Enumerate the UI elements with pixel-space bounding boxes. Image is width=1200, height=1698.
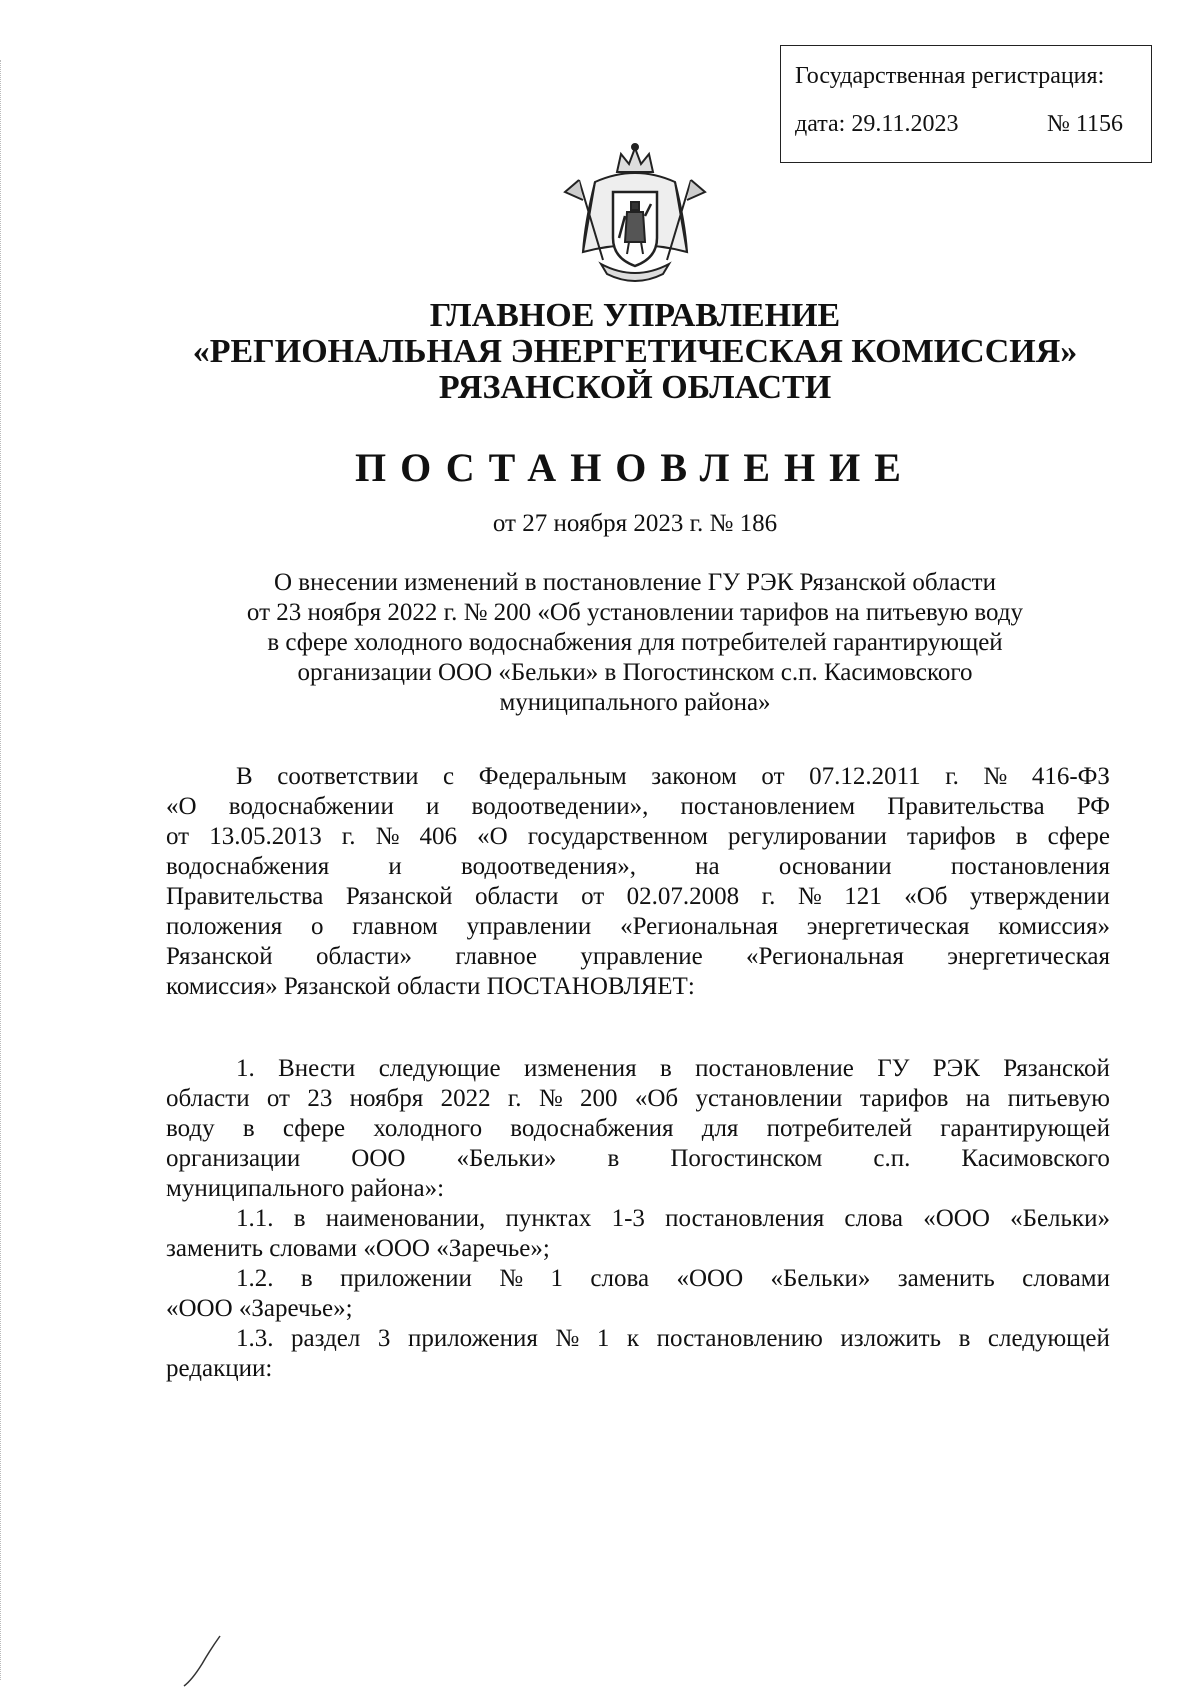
word: постановления <box>950 853 1110 880</box>
word: области <box>166 1085 250 1112</box>
resolution-items <box>166 1054 1110 1384</box>
word: управление <box>580 943 703 970</box>
word: Рязанской <box>1003 1055 1110 1082</box>
organization-name <box>0 298 1200 406</box>
word: «ООО <box>923 1205 990 1232</box>
word: № <box>499 1265 524 1292</box>
word: о <box>310 913 324 940</box>
word: установлении <box>695 1085 843 1112</box>
word: г. <box>761 883 776 910</box>
word: сфере <box>282 1115 346 1142</box>
word: пунктах <box>505 1205 592 1232</box>
word: 416-ФЗ <box>1031 763 1110 790</box>
word: области» <box>315 943 413 970</box>
word: 23 <box>307 1085 333 1112</box>
word: РФ <box>1076 793 1110 820</box>
word: в <box>300 1265 313 1292</box>
word: ноября <box>349 1085 424 1112</box>
text-line <box>166 792 1110 822</box>
word: 1.3. <box>236 1325 274 1352</box>
registration-title: Государственная регистрация: <box>795 63 1105 89</box>
word: с.п. <box>873 1145 911 1172</box>
word: словами <box>1022 1265 1110 1292</box>
item-line <box>166 1264 1110 1294</box>
word: изменения <box>524 1055 637 1082</box>
word: «ООО <box>676 1265 744 1292</box>
document-date: от 27 ноября 2023 г. № 186 <box>492 510 778 537</box>
word: «О <box>166 793 197 820</box>
organization-line: ГЛАВНОЕ УПРАВЛЕНИЕ <box>429 297 841 334</box>
word: Погостинском <box>670 1145 823 1172</box>
word: 3 <box>377 1325 391 1352</box>
word: водоотведении», <box>471 793 649 820</box>
word: от <box>266 1085 290 1112</box>
word: слова <box>590 1265 650 1292</box>
word: потребителей <box>766 1115 913 1142</box>
item-line: редакции: <box>166 1355 273 1382</box>
text-line: комиссия» Рязанской области ПОСТАНОВЛЯЕТ: <box>166 973 695 1000</box>
document-subject <box>150 568 1120 718</box>
word: изложить <box>840 1325 942 1352</box>
word: и <box>425 793 440 820</box>
word: главном <box>352 913 438 940</box>
text-line <box>166 942 1110 972</box>
word: от <box>581 883 605 910</box>
word: Рязанской <box>345 883 453 910</box>
word: г. <box>507 1085 522 1112</box>
word: раздел <box>291 1325 361 1352</box>
word: В <box>236 763 253 790</box>
word: приложении <box>340 1265 472 1292</box>
word: № <box>797 883 822 910</box>
word: 1.2. <box>236 1265 274 1292</box>
word: питьевую <box>1007 1085 1110 1112</box>
word: постановления <box>665 1205 825 1232</box>
word: водоснабжения <box>510 1115 674 1142</box>
word: от <box>761 763 785 790</box>
word: соответствии <box>277 763 419 790</box>
word: ГУ <box>877 1055 910 1082</box>
item-line <box>166 1084 1110 1114</box>
word: Касимовского <box>961 1145 1110 1172</box>
item-line <box>166 1324 1110 1354</box>
item-line <box>166 1114 1110 1144</box>
word: энергетическая <box>806 913 970 940</box>
word: 1 <box>550 1265 564 1292</box>
text-line <box>166 822 1110 852</box>
text-line <box>166 762 1110 792</box>
organization-line: «РЕГИОНАЛЬНАЯ ЭНЕРГЕТИЧЕСКАЯ КОМИССИЯ» <box>192 333 1078 370</box>
word: «Об <box>634 1085 679 1112</box>
word: «Бельки» <box>1010 1205 1110 1232</box>
registration-stamp <box>780 45 1152 163</box>
word: 121 <box>844 883 882 910</box>
word: основании <box>778 853 892 880</box>
subject-line: в сфере холодного водоснабжения для потребителей гарантирующей <box>267 629 1003 656</box>
subject-line: от 23 ноября 2022 г. № 200 «Об установлении тарифов на питьевую воду <box>246 599 1024 626</box>
word: 2022 <box>440 1085 491 1112</box>
word: в <box>293 1205 306 1232</box>
word: «Региональная <box>620 913 778 940</box>
word: ООО <box>351 1145 406 1172</box>
subject-line: организации ООО «Бельки» в Погостинском с.п. Касимовского <box>297 659 973 686</box>
word: в <box>958 1325 971 1352</box>
word: 406 <box>419 823 458 850</box>
word: г. <box>341 823 356 850</box>
word: гарантирующей <box>940 1115 1110 1142</box>
word: от <box>166 823 190 850</box>
item-line: «ООО «Заречье»; <box>166 1295 353 1322</box>
registration-date: дата: 29.11.2023 <box>795 111 959 137</box>
item-line <box>166 1054 1110 1084</box>
word: следующей <box>987 1325 1110 1352</box>
word: «Бельки» <box>770 1265 871 1292</box>
word: приложения <box>407 1325 538 1352</box>
coat-of-arms-ryazan-icon <box>555 142 715 292</box>
word: 07.12.2011 <box>809 763 921 790</box>
word: положения <box>166 913 283 940</box>
word: слова <box>844 1205 904 1232</box>
word: на <box>695 853 720 880</box>
word: 1 <box>596 1325 610 1352</box>
word: регулировании <box>728 823 887 850</box>
word: на <box>965 1085 991 1112</box>
word: 1-3 <box>611 1205 645 1232</box>
document-type: ПОСТАНОВЛЕНИЕ <box>355 445 915 490</box>
word: в <box>659 1055 672 1082</box>
word: тарифов <box>906 823 996 850</box>
text-line <box>166 912 1110 942</box>
word: 1.1. <box>236 1205 274 1232</box>
word: 02.07.2008 <box>626 883 740 910</box>
word: области <box>474 883 559 910</box>
word: г. <box>945 763 959 790</box>
word: законом <box>651 763 737 790</box>
word: воду <box>166 1115 215 1142</box>
word: водоотведения», <box>461 853 636 880</box>
word: «Региональная <box>746 943 904 970</box>
word: в <box>607 1145 620 1172</box>
word: в <box>242 1115 255 1142</box>
word: комиссия» <box>998 913 1110 940</box>
word: № <box>375 823 400 850</box>
word: энергетическая <box>947 943 1110 970</box>
word: постановлением <box>680 793 856 820</box>
word: № <box>538 1085 563 1112</box>
word: главное <box>455 943 537 970</box>
word: утверждении <box>970 883 1110 910</box>
word: Правительства <box>166 883 324 910</box>
word: для <box>701 1115 739 1142</box>
word: постановлению <box>656 1325 823 1352</box>
item-line <box>166 1144 1110 1174</box>
word: заменить <box>897 1265 995 1292</box>
item-line <box>166 1204 1110 1234</box>
text-line <box>166 882 1110 912</box>
item-line: заменить словами «ООО «Заречье»; <box>166 1235 550 1262</box>
word: следующие <box>378 1055 501 1082</box>
word: с <box>443 763 455 790</box>
word: государственном <box>527 823 708 850</box>
word: сфере <box>1047 823 1110 850</box>
word: организации <box>166 1145 301 1172</box>
preamble-paragraph <box>166 762 1110 1002</box>
word: водоснабжения <box>166 853 330 880</box>
word: № <box>555 1325 580 1352</box>
word: в <box>1015 823 1028 850</box>
word: холодного <box>373 1115 483 1142</box>
word: «Бельки» <box>456 1145 557 1172</box>
word: «О <box>477 823 508 850</box>
word: наименовании, <box>325 1205 486 1232</box>
word: постановление <box>695 1055 854 1082</box>
word: и <box>388 853 402 880</box>
word: «Об <box>904 883 948 910</box>
word: водоснабжении <box>228 793 394 820</box>
word: Внести <box>278 1055 356 1082</box>
word: № <box>983 763 1008 790</box>
item-line: муниципального района»: <box>166 1175 445 1202</box>
subject-line: О внесении изменений в постановление ГУ РЭК Рязанской области <box>274 569 996 596</box>
word: 200 <box>580 1085 618 1112</box>
word: управлении <box>466 913 592 940</box>
registration-details <box>795 112 1151 138</box>
text-line <box>166 852 1110 882</box>
word: Федеральным <box>478 763 627 790</box>
word: Рязанской <box>166 943 273 970</box>
word: к <box>626 1325 640 1352</box>
subject-line: муниципального района» <box>499 689 771 716</box>
registration-number: № 1156 <box>1047 111 1124 137</box>
word: тарифов <box>859 1085 949 1112</box>
organization-line: РЯЗАНСКОЙ ОБЛАСТИ <box>438 369 832 406</box>
word: 1. <box>236 1055 255 1082</box>
word: РЭК <box>932 1055 980 1082</box>
word: Правительства <box>887 793 1045 820</box>
pen-mark-icon <box>180 1630 230 1690</box>
word: 13.05.2013 <box>209 823 322 850</box>
